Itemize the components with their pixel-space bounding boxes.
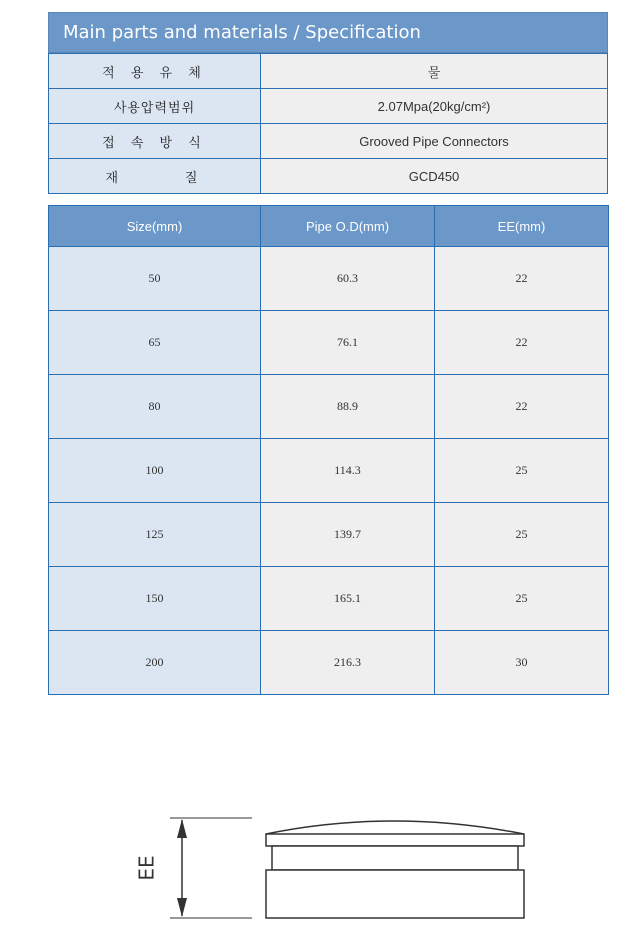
size-cell: 50	[49, 247, 261, 311]
size-cell: 125	[49, 503, 261, 567]
spec-row-connection	[49, 124, 608, 159]
size-table	[48, 205, 609, 695]
spec-row-pressure	[49, 89, 608, 124]
table-row	[49, 567, 609, 631]
size-section	[48, 205, 608, 695]
cap-dome	[266, 821, 524, 834]
ee-cell: 22	[435, 311, 609, 375]
size-header-row	[49, 206, 609, 247]
cap-rim	[266, 834, 524, 846]
header-ee: EE(mm)	[435, 206, 609, 247]
table-row	[49, 375, 609, 439]
table-row	[49, 631, 609, 695]
table-row	[49, 311, 609, 375]
ee-cell: 22	[435, 247, 609, 311]
pipe-od-cell: 114.3	[261, 439, 435, 503]
spec-key: 사용압력범위	[49, 89, 261, 124]
size-cell: 80	[49, 375, 261, 439]
spec-table	[48, 53, 608, 194]
spec-key: 적 용 유 체	[49, 54, 261, 89]
size-cell: 65	[49, 311, 261, 375]
spec-value: 물	[261, 54, 608, 89]
header-pipe-od: Pipe O.D(mm)	[261, 206, 435, 247]
ee-cell: 25	[435, 567, 609, 631]
pipe-od-cell: 216.3	[261, 631, 435, 695]
cap-body	[266, 870, 524, 918]
spec-section	[48, 12, 608, 194]
ee-cell: 25	[435, 503, 609, 567]
pipe-od-cell: 88.9	[261, 375, 435, 439]
spec-key: 재 질	[49, 159, 261, 194]
size-cell: 200	[49, 631, 261, 695]
table-row	[49, 503, 609, 567]
arrow-down-icon	[177, 898, 187, 917]
pipe-od-cell: 165.1	[261, 567, 435, 631]
cap-dimension-drawing	[130, 808, 530, 930]
spec-title: Main parts and materials / Specification	[48, 12, 608, 53]
spec-row-fluid	[49, 54, 608, 89]
size-cell: 150	[49, 567, 261, 631]
spec-value: Grooved Pipe Connectors	[261, 124, 608, 159]
spec-value: GCD450	[261, 159, 608, 194]
pipe-od-cell: 139.7	[261, 503, 435, 567]
header-size: Size(mm)	[49, 206, 261, 247]
spec-key: 접 속 방 식	[49, 124, 261, 159]
arrow-up-icon	[177, 819, 187, 838]
dimension-label: EE	[134, 855, 159, 881]
cap-groove	[272, 846, 518, 870]
ee-cell: 22	[435, 375, 609, 439]
table-row	[49, 247, 609, 311]
ee-cell: 30	[435, 631, 609, 695]
pipe-od-cell: 60.3	[261, 247, 435, 311]
pipe-od-cell: 76.1	[261, 311, 435, 375]
spec-value: 2.07Mpa(20kg/cm²)	[261, 89, 608, 124]
ee-cell: 25	[435, 439, 609, 503]
size-cell: 100	[49, 439, 261, 503]
spec-row-material	[49, 159, 608, 194]
table-row	[49, 439, 609, 503]
